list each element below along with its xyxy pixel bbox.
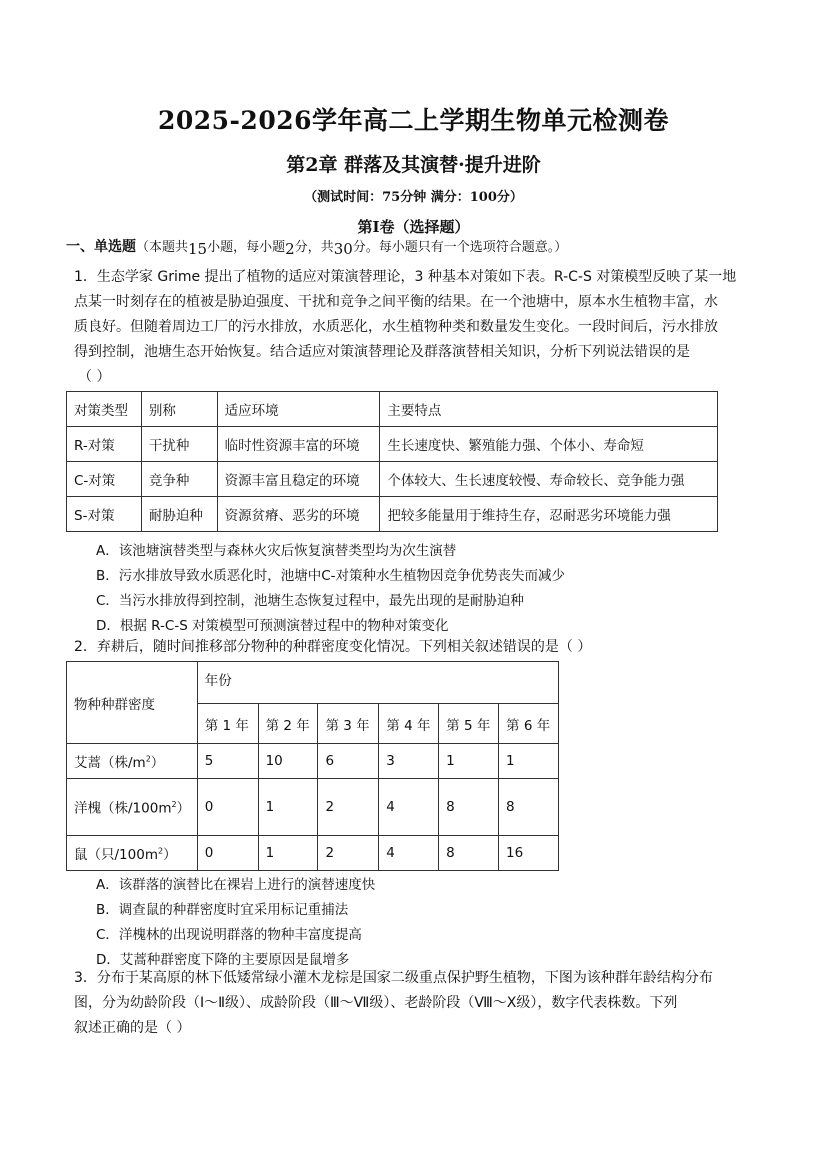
question-count: 15: [188, 240, 208, 258]
stem-line: 3．分布于某高原的林下低矮常绿小灌木龙棕是国家二级重点保护野生植物，下图为该种群年龄结构分布: [74, 970, 713, 986]
stem-line: 点某一时刻存在的植被是胁迫强度、干扰和竞争之间平衡的结果。在一个池塘中，原本水生植物丰富，水: [74, 294, 718, 310]
table-cell: 1: [258, 779, 318, 836]
table-cell: 0: [197, 836, 258, 871]
table-header-row: [67, 662, 559, 704]
table-cell: C-对策: [67, 462, 142, 497]
species-name: 洋槐（株/100m: [74, 800, 172, 817]
q2-option-b[interactable]: B．调查鼠的种群密度时宜采用标记重捕法: [96, 902, 349, 918]
year-group-header: 年份: [197, 662, 558, 704]
header-cell: 别称: [141, 392, 217, 427]
unit-superscript: 2: [157, 846, 164, 856]
table-cell: 3: [379, 744, 439, 779]
year-header: 第 3 年: [318, 704, 379, 744]
year-header: 第 6 年: [499, 704, 559, 744]
table-cell: 个体较大、生长速度较慢、寿命较长、竞争能力强: [380, 462, 718, 497]
table-cell: 生长速度快、繁殖能力强、个体小、寿命短: [380, 427, 718, 462]
table-cell: 1: [499, 744, 559, 779]
species-name: 艾蒿（株/m: [74, 755, 146, 771]
table-cell: R-对策: [67, 427, 142, 462]
question-1-stem: [74, 265, 750, 390]
table-cell: 资源丰富且稳定的环境: [217, 462, 380, 497]
year-header: 第 2 年: [258, 704, 318, 744]
unit-superscript: 2: [145, 754, 151, 764]
question-3-stem: [74, 966, 750, 1041]
table-cell: 8: [439, 836, 499, 871]
table-cell: S-对策: [67, 497, 142, 532]
table-cell: 临时性资源丰富的环境: [217, 427, 380, 462]
table-cell: 干扰种: [141, 427, 217, 462]
section-title: 一、单选题: [66, 239, 136, 255]
q2-option-c[interactable]: C．洋槐林的出现说明群落的物种丰富度提高: [96, 927, 362, 943]
table-cell: 2: [318, 836, 379, 871]
section-heading: [66, 236, 567, 256]
table-row: [67, 427, 718, 462]
table-row: [67, 744, 559, 779]
header-cell: 适应环境: [217, 392, 380, 427]
section-note-a: （本题共: [136, 240, 189, 255]
year-header: 第 5 年: [439, 704, 499, 744]
species-label: [67, 744, 198, 779]
section-note-d: 分。每小题只有一个选项符合题意。）: [352, 240, 568, 255]
label-end: ）: [150, 755, 165, 771]
table-row: [67, 497, 718, 532]
table-cell: 16: [499, 836, 559, 871]
table-row: [67, 779, 559, 836]
table-header-row: [67, 392, 718, 427]
part-title: 第Ⅰ卷（选择题）: [357, 218, 470, 236]
section-note-c: 分，共: [294, 240, 334, 255]
table-row: [67, 462, 718, 497]
corner-header: 物种种群密度: [67, 662, 198, 744]
table-row: [67, 836, 559, 871]
table-cell: 把较多能量用于维持生存，忍耐恶劣环境能力强: [380, 497, 718, 532]
exam-title: 2025-2026学年高二上学期生物单元检测卷: [157, 106, 670, 135]
table-cell: 1: [439, 744, 499, 779]
label-end: ）: [176, 800, 191, 817]
answer-blank: （ ）: [78, 369, 111, 385]
table-cell: 8: [439, 779, 499, 836]
year-header: 第 4 年: [379, 704, 439, 744]
table-cell: 10: [258, 744, 318, 779]
header-cell: 主要特点: [380, 392, 718, 427]
table-cell: 4: [379, 836, 439, 871]
table-cell: 竞争种: [141, 462, 217, 497]
table-cell: 资源贫瘠、恶劣的环境: [217, 497, 380, 532]
species-label: [67, 836, 198, 871]
label-end: ）: [163, 847, 177, 863]
stem-line: 1．生态学家 Grime 提出了植物的适应对策演替理论，3 种基本对策如下表。R-C-S 对策模型反映了某一地: [74, 269, 737, 285]
q1-option-c[interactable]: C．当污水排放得到控制，池塘生态恢复过程中，最先出现的是耐胁迫种: [96, 593, 524, 609]
table-cell: 5: [197, 744, 258, 779]
stem-line: 质良好。但随着周边工厂的污水排放，水质恶化，水生植物种类和数量发生变化。一段时间后，污水排放: [74, 319, 718, 335]
section-note-b: 小题，每小题: [207, 240, 286, 255]
unit-superscript: 2: [171, 800, 177, 810]
stem-line: 2．弃耕后，随时间推移部分物种的种群密度变化情况。下列相关叙述错误的是（ ）: [74, 639, 592, 655]
table-cell: 2: [318, 779, 379, 836]
table-cell: 耐胁迫种: [141, 497, 217, 532]
table-cell: 0: [197, 779, 258, 836]
header-cell: 对策类型: [67, 392, 142, 427]
strategy-table: [66, 391, 718, 532]
q2-option-d[interactable]: D．艾蒿种群密度下降的主要原因是鼠增多: [96, 952, 350, 968]
chapter-subtitle: 第2章 群落及其演替·提升进阶: [286, 154, 541, 176]
stem-line: 叙述正确的是（ ）: [74, 1020, 191, 1036]
stem-line: 图，分为幼龄阶段（Ⅰ～Ⅱ级）、成龄阶段（Ⅲ～Ⅶ级）、老龄阶段（Ⅷ～Ⅹ级），数字代表株数。下列: [74, 995, 678, 1011]
table-cell: 4: [379, 779, 439, 836]
year-header: 第 1 年: [197, 704, 258, 744]
points-each: 2: [285, 240, 295, 258]
points-total: 30: [333, 240, 353, 258]
stem-line: 得到控制，池塘生态开始恢复。结合适应对策演替理论及群落演替相关知识，分析下列说法错误的是: [74, 344, 690, 360]
table-cell: 6: [318, 744, 379, 779]
species-label: [67, 779, 198, 836]
q1-option-a[interactable]: A．该池塘演替类型与森林火灾后恢复演替类型均为次生演替: [96, 543, 457, 559]
question-2-stem: [74, 635, 750, 660]
table-cell: 8: [499, 779, 559, 836]
species-name: 鼠（只/100m: [74, 847, 158, 863]
q1-option-b[interactable]: B．污水排放导致水质恶化时，池塘中C-对策种水生植物因竞争优势丧失而减少: [96, 568, 566, 584]
exam-meta: （测试时间：75分钟 满分：100分）: [304, 190, 523, 205]
table-cell: 1: [258, 836, 318, 871]
population-density-table: [66, 661, 559, 871]
q1-option-d[interactable]: D．根据 R-C-S 对策模型可预测演替过程中的物种对策变化: [96, 618, 449, 634]
q2-option-a[interactable]: A．该群落的演替比在裸岩上进行的演替速度快: [96, 877, 376, 893]
